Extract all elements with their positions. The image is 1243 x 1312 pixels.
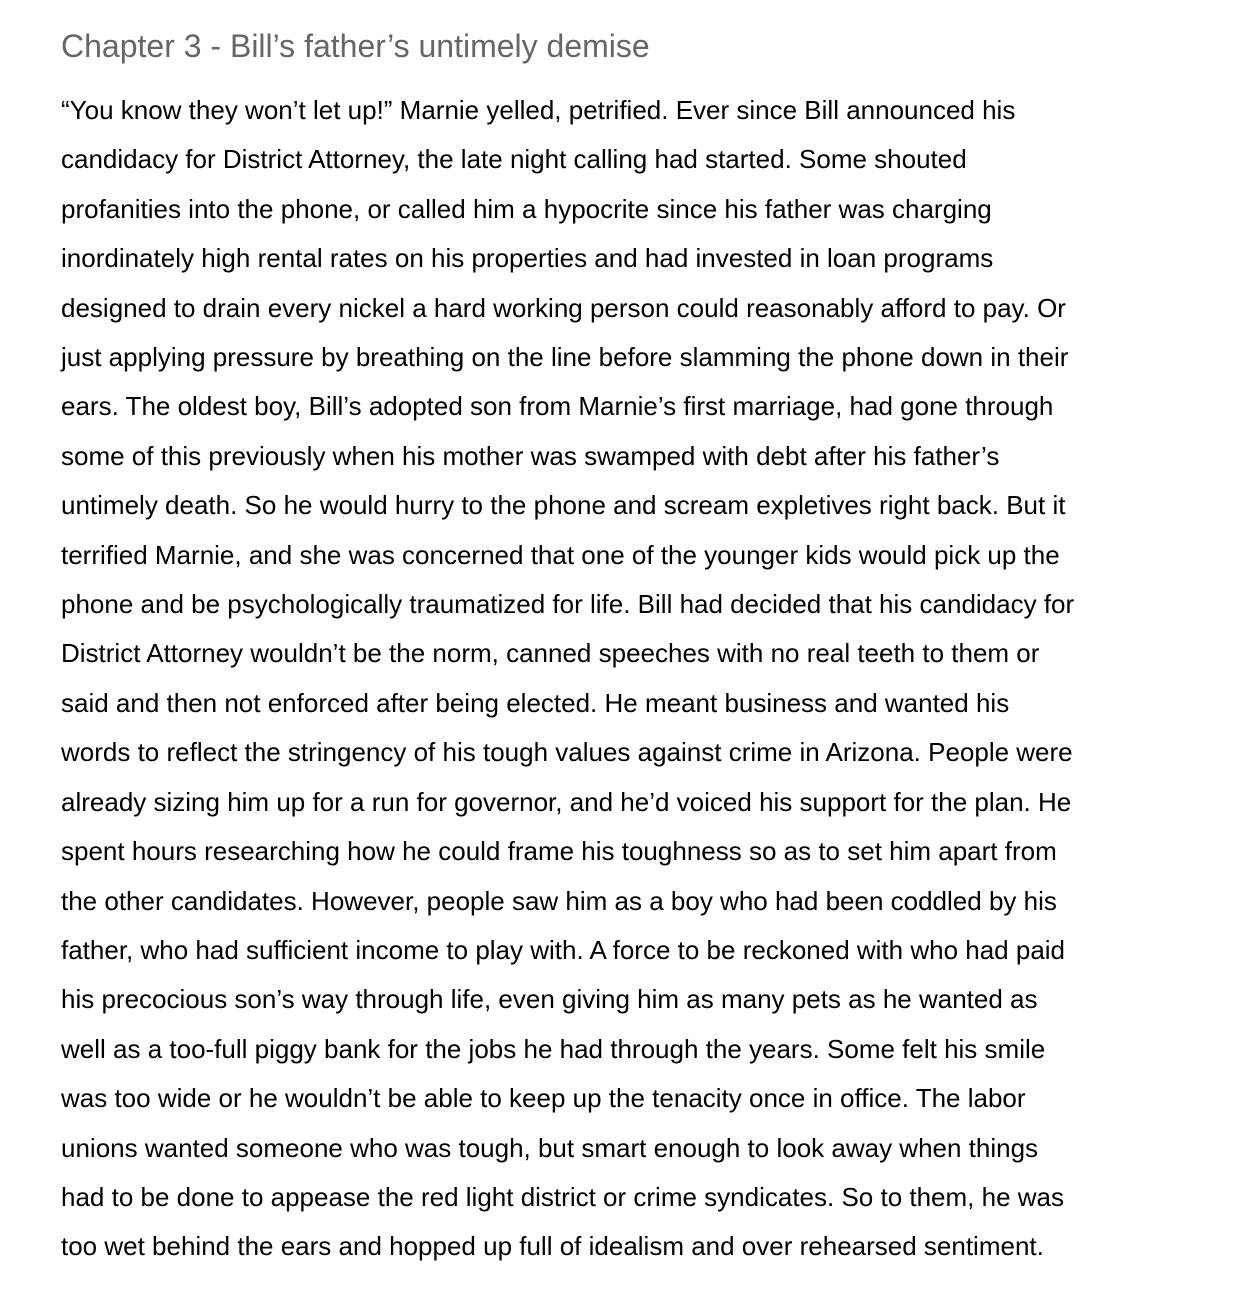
paragraph-line: his precocious son’s way through life, even giving him as many pets as he wanted as [61, 984, 1038, 1015]
paragraph-line: well as a too-full piggy bank for the jobs he had through the years. Some felt his smile [61, 1033, 1046, 1064]
paragraph-line: some of this previously when his mother was swamped with debt after his father’s [61, 440, 1000, 471]
paragraph-line: already sizing him up for a run for governor, and he’d voiced his support for the plan. He [61, 786, 1072, 817]
chapter-title: Chapter 3 - Bill’s father’s untimely demise [61, 28, 650, 64]
paragraph-line: just applying pressure by breathing on the line before slamming the phone down in their [61, 342, 1069, 373]
paragraph-line: profanities into the phone, or called him a hypocrite since his father was charging [61, 193, 992, 224]
paragraph-line: designed to drain every nickel a hard working person could reasonably afford to pay. Or [61, 292, 1066, 323]
paragraph-line: “You know they won’t let up!” Marnie yelled, petrified. Ever since Bill announced his [61, 95, 1016, 125]
paragraph-line: spent hours researching how he could frame his toughness so as to set him apart from [61, 836, 1057, 867]
paragraph-line: was too wide or he wouldn’t be able to keep up the tenacity once in office. The labor [61, 1083, 1026, 1114]
paragraph-line: District Attorney wouldn’t be the norm, canned speeches with no real teeth to them or [61, 638, 1040, 669]
paragraph-line: ears. The oldest boy, Bill’s adopted son from Marnie’s first marriage, had gone through [61, 391, 1054, 422]
paragraph-line: had to be done to appease the red light district or crime syndicates. So to them, he was [61, 1181, 1065, 1212]
paragraph-line: inordinately high rental rates on his properties and had invested in loan programs [61, 243, 994, 274]
chapter-paragraph [61, 86, 1186, 1272]
paragraph-line: the other candidates. However, people saw him as a boy who had been coddled by his [61, 885, 1057, 916]
paragraph-line: said and then not enforced after being elected. He meant business and wanted his [61, 687, 1010, 718]
paragraph-line: unions wanted someone who was tough, but smart enough to look away when things [61, 1132, 1039, 1163]
paragraph-line: untimely death. So he would hurry to the phone and scream expletives right back. But it [61, 490, 1066, 521]
paragraph-line: father, who had sufficient income to play with. A force to be reckoned with who had paid [61, 934, 1066, 965]
paragraph-line: words to reflect the stringency of his tough values against crime in Arizona. People were [61, 737, 1073, 768]
paragraph-line: terrified Marnie, and she was concerned that one of the younger kids would pick up the [61, 539, 1060, 570]
paragraph-line: too wet behind the ears and hopped up full of idealism and over rehearsed sentiment. [61, 1231, 1044, 1262]
paragraph-line: phone and be psychologically traumatized for life. Bill had decided that his candidacy for [61, 589, 1075, 620]
paragraph-line: candidacy for District Attorney, the late night calling had started. Some shouted [61, 144, 967, 175]
